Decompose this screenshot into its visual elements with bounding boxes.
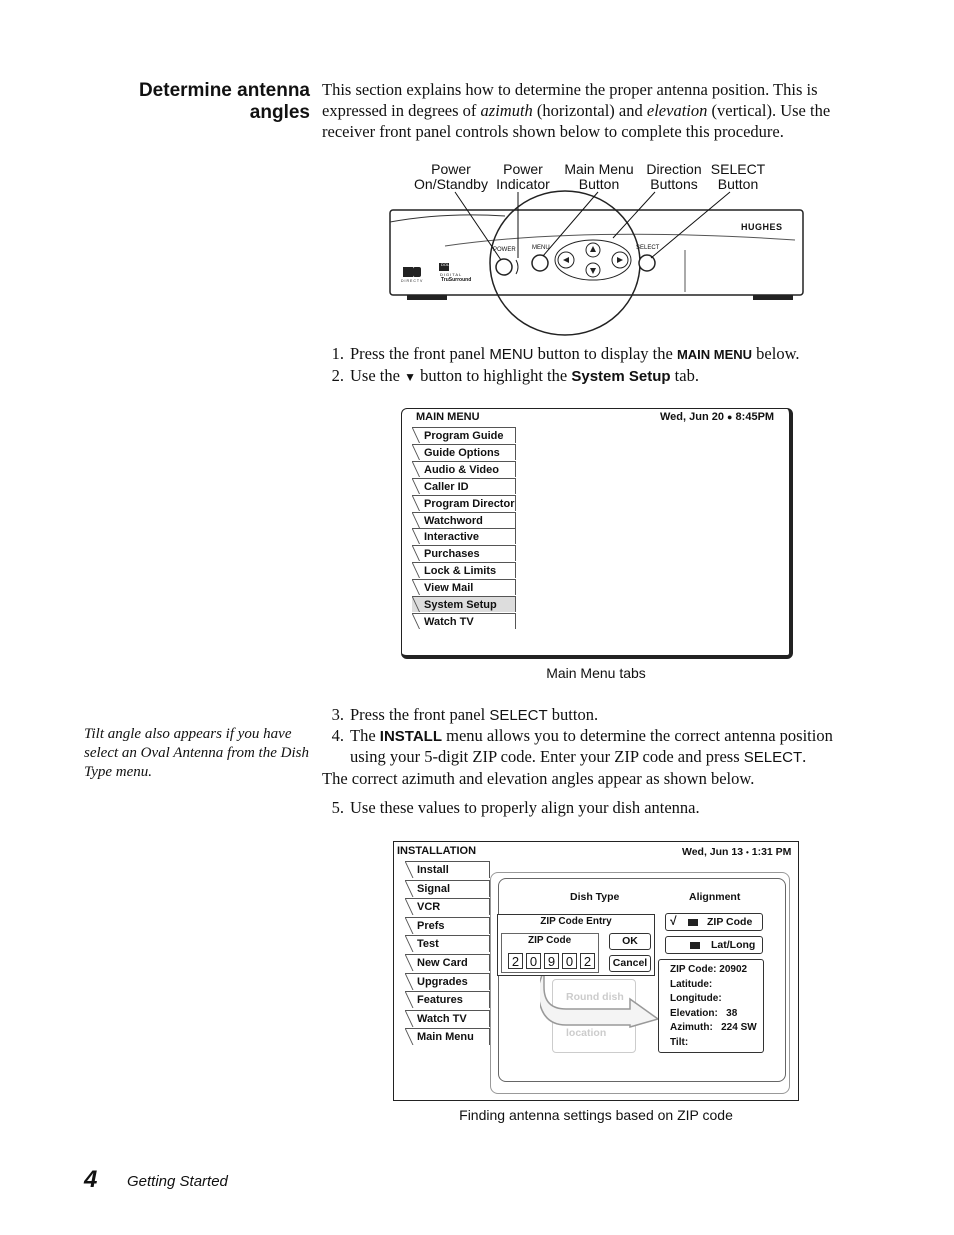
zip-code-option[interactable] [665, 913, 763, 931]
page-number: 4 [84, 1166, 98, 1193]
check-icon: √ [670, 914, 677, 928]
main-menu-title: MAIN MENU [416, 411, 480, 423]
installation-tab[interactable]: Prefs [405, 917, 490, 934]
installation-title: INSTALLATION [397, 845, 477, 857]
result-elevation: Elevation: 38 [670, 1007, 738, 1019]
installation-tab[interactable]: Install [405, 861, 490, 878]
zip-digit[interactable]: 2 [508, 953, 523, 969]
receiver-diagram [385, 160, 815, 340]
main-menu-tab[interactable]: View Mail [412, 579, 516, 595]
zip-entry-dialog [497, 914, 655, 976]
result-zip: ZIP Code: 20902 [670, 964, 748, 975]
panel-menu-label: MENU [532, 245, 550, 251]
main-menu-tab[interactable]: Guide Options [412, 444, 516, 460]
step-4: 4. The INSTALL menu allows you to determine the correct antenna position using your 5-digit ZIP code. Enter your ZIP code and press SELECT. [322, 725, 882, 767]
trusurround-logo: TruSurround [441, 277, 472, 283]
installation-tab[interactable]: New Card [405, 954, 490, 971]
radio-icon [690, 942, 700, 949]
main-menu-tab[interactable]: Lock & Limits [412, 562, 516, 578]
panel-select-label: SELECT [636, 245, 660, 251]
main-menu-tab[interactable]: Audio & Video [412, 461, 516, 477]
zip-digit[interactable]: 2 [580, 953, 595, 969]
zip-digit[interactable]: 9 [544, 953, 559, 969]
installation-screen [393, 841, 799, 1101]
main-menu-tab[interactable]: Watchword [412, 512, 516, 528]
installation-tab[interactable]: Watch TV [405, 1010, 490, 1027]
label-main-menu-button: Main Menu Button [564, 161, 634, 192]
result-azimuth: Azimuth: 224 SW [670, 1022, 757, 1034]
label-select-button: SELECT Button [710, 161, 766, 192]
date-text: Wed, Jun 13 [682, 846, 744, 858]
directv-logo: DIRECTV [401, 279, 424, 283]
intro-azimuth: azimuth [480, 101, 533, 120]
main-menu-tab[interactable]: Caller ID [412, 478, 516, 494]
result-latitude: Latitude: [670, 978, 713, 990]
label-power-standby: Power On/Standby [414, 161, 488, 192]
result-longitude: Longitude: [670, 993, 722, 1005]
step-number: 2. [331, 366, 344, 385]
installation-tab[interactable]: Main Menu [405, 1028, 490, 1045]
install-keyword: INSTALL [379, 728, 442, 745]
intro-text: (horizontal) and [532, 101, 647, 120]
select-keyword: SELECT [489, 707, 548, 724]
installation-tab[interactable]: Test [405, 935, 490, 952]
main-menu-tab[interactable]: Watch TV [412, 613, 516, 629]
step-3: 3. Press the front panel SELECT button. [322, 704, 882, 725]
time-text: 8:45PM [735, 411, 775, 423]
main-menu-tab[interactable]: Program Director [412, 495, 516, 511]
section-heading [90, 80, 310, 124]
main-menu-tab[interactable]: System Setup [412, 596, 516, 612]
result-text: The correct azimuth and elevation angles appear as shown below. [322, 769, 755, 788]
step-number: 5. [331, 798, 344, 817]
zip-field-group [501, 933, 599, 973]
system-setup-keyword: System Setup [571, 368, 671, 385]
side-note: Tilt angle also appears if you have select an Oval Antenna from the Dish Type menu. [84, 726, 309, 780]
installation-caption: Finding antenna settings based on ZIP code [459, 1107, 733, 1123]
installation-tab[interactable]: VCR [405, 898, 490, 915]
zip-code-label: ZIP Code [528, 935, 572, 946]
main-menu-tab[interactable]: Program Guide [412, 427, 516, 443]
intro-text: (vertical). Use the receiver front panel controls shown below to complete this procedure. [322, 101, 831, 141]
dish-type-label: Dish Type [570, 891, 620, 903]
main-menu-datetime [660, 411, 774, 423]
intro-elevation: elevation [646, 101, 708, 120]
installation-tab[interactable]: Features [405, 991, 490, 1008]
intro-paragraph [322, 79, 882, 142]
date-text: Wed, Jun 20 [660, 411, 724, 423]
lat-long-option[interactable] [665, 936, 763, 954]
zip-entry-title: ZIP Code Entry [540, 916, 612, 927]
dolby-logo: DOLBY [441, 262, 455, 267]
menu-keyword: MENU [489, 346, 534, 363]
step-number: 1. [331, 344, 344, 363]
zip-code-option-label: ZIP Code [707, 916, 753, 928]
hughes-logo: HUGHES [741, 222, 783, 232]
panel-power-label: POWER [493, 247, 516, 253]
main-menu-screen [401, 408, 793, 659]
bullet-icon: ● [727, 412, 733, 422]
result-tilt: Tilt: [670, 1036, 689, 1048]
receiver-drawing [385, 160, 815, 340]
step-1: 1. Press the front panel MENU button to display the MAIN MENU below. [322, 343, 882, 364]
faded-text: Round dish [566, 991, 624, 1003]
installation-tab[interactable]: Signal [405, 880, 490, 897]
running-head: Getting Started [127, 1173, 228, 1190]
radio-selected-icon [688, 919, 698, 926]
heading-line-1: Determine antenna [138, 80, 310, 101]
heading-line-2: angles [249, 102, 310, 123]
main-menu-keyword: MAIN MENU [676, 347, 753, 362]
dolby-digital-text: DIGITAL [440, 272, 463, 277]
label-direction-buttons: Direction Buttons [646, 161, 702, 192]
lat-long-option-label: Lat/Long [711, 939, 756, 951]
installation-tab[interactable]: Upgrades [405, 973, 490, 990]
main-menu-tab[interactable]: Interactive [412, 528, 516, 544]
faded-text: location [566, 1027, 607, 1039]
zip-digit[interactable]: 0 [562, 953, 577, 969]
main-menu-caption: Main Menu tabs [546, 665, 646, 681]
time-text: 1:31 PM [751, 846, 792, 858]
elevation-value: 38 [726, 1007, 738, 1019]
alignment-results [658, 959, 764, 1053]
step-5-text: Use these values to properly align your dish antenna. [350, 798, 700, 817]
zip-code-input[interactable] [508, 953, 600, 969]
main-menu-tab[interactable]: Purchases [412, 545, 516, 561]
ok-button[interactable]: OK [609, 933, 651, 950]
bullet-icon: • [746, 848, 749, 857]
step-2: 2. Use the ▼ button to highlight the System Setup tab. [322, 365, 882, 386]
select-keyword: SELECT [743, 749, 803, 766]
step-5 [322, 797, 882, 818]
azimuth-value: 224 SW [721, 1022, 757, 1034]
alignment-label: Alignment [689, 891, 741, 903]
cancel-button[interactable]: Cancel [609, 955, 651, 972]
installation-datetime [682, 846, 791, 858]
zip-digit[interactable]: 0 [526, 953, 541, 969]
step-number: 3. [331, 705, 344, 724]
label-power-indicator: Power Indicator [496, 161, 550, 192]
down-arrow-icon: ▼ [404, 370, 416, 384]
intro-text: This section explains how to determine the proper antenna position. This is expressed in degrees of [322, 80, 818, 120]
step-number: 4. [331, 726, 344, 745]
